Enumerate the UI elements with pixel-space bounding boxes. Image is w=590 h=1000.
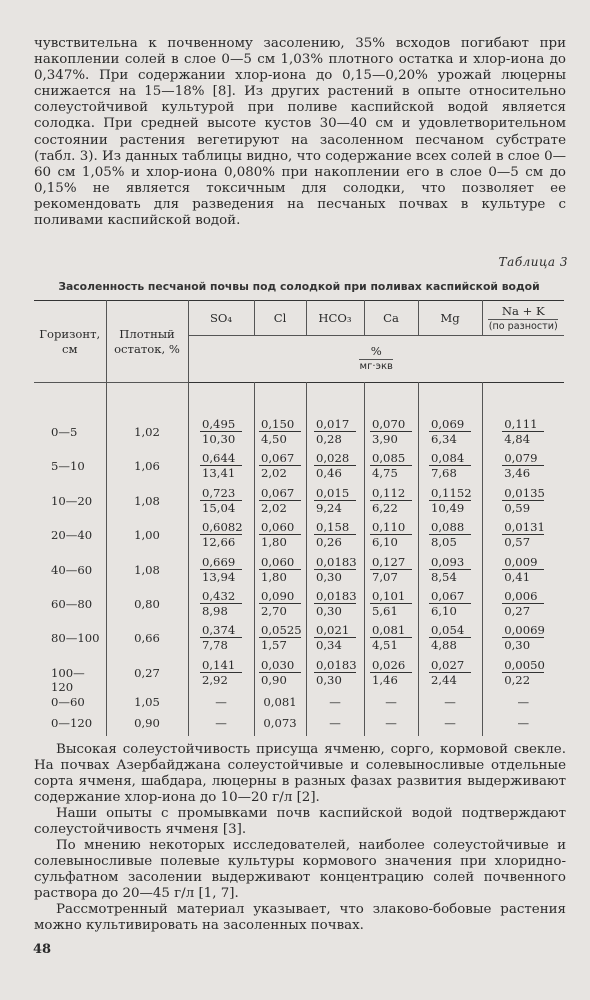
- so4-mg-equiv: 7,78: [202, 638, 228, 653]
- cl-mg-equiv: 1,80: [261, 535, 287, 550]
- mg-percent: 0,084: [429, 451, 471, 466]
- residue-cell: 0,27: [106, 657, 188, 694]
- ca-mg-equiv: 1,46: [372, 672, 398, 687]
- nak-mg-equiv: 0,57: [504, 535, 531, 550]
- cl-mg-equiv: 2,70: [261, 603, 287, 618]
- ca-mg-equiv: 3,90: [372, 432, 398, 446]
- mg-percent: 0,027: [429, 658, 471, 673]
- cl-mg-equiv: 1,57: [261, 638, 287, 653]
- ca-cell: —: [364, 715, 418, 736]
- mg-mg-equiv: 6,10: [431, 603, 457, 618]
- mg-cell: [418, 588, 482, 622]
- so4-cell: [188, 554, 254, 588]
- hco3-cell: [306, 622, 364, 656]
- so4-cell: —: [188, 694, 254, 715]
- hco3-percent: 0,0183: [316, 588, 357, 603]
- so4-mg-equiv: 10,30: [202, 432, 236, 446]
- horizon-cell: 5—10: [51, 459, 85, 474]
- mg-mg-equiv: 8,54: [431, 569, 457, 584]
- cl-mg-equiv: 2,02: [261, 466, 287, 481]
- cl-cell: [254, 588, 306, 622]
- cl-percent: 0,150: [259, 417, 301, 432]
- hco3-cell: —: [306, 694, 364, 715]
- so4-cell: [188, 588, 254, 622]
- page-number: 48: [33, 942, 52, 957]
- hco3-mg-equiv: 0,30: [316, 603, 342, 618]
- residue-cell: 1,05: [106, 694, 188, 715]
- table-row: [34, 622, 564, 656]
- total-row: [34, 715, 564, 736]
- cl-percent: 0,060: [259, 555, 301, 570]
- mg-percent: 0,088: [429, 520, 471, 535]
- ca-percent: 0,101: [370, 589, 412, 604]
- so4-percent: 0,374: [200, 623, 242, 638]
- nak-cell: [482, 622, 564, 656]
- header-residue: Плотный остаток, %: [106, 301, 188, 383]
- residue-cell: 0,90: [106, 715, 188, 736]
- mg-mg-equiv: 2,44: [431, 672, 457, 687]
- horizon-cell: 80—100: [51, 631, 100, 646]
- residue-cell: 0,66: [106, 622, 188, 656]
- so4-cell: —: [188, 715, 254, 736]
- so4-cell: [188, 622, 254, 656]
- hco3-cell: [306, 554, 364, 588]
- hco3-mg-equiv: 0,46: [316, 466, 342, 481]
- cl-mg-equiv: 1,80: [261, 569, 287, 584]
- header-ca: Ca: [364, 301, 418, 336]
- horizon-cell: 10—20: [51, 493, 93, 508]
- nak-percent: 0,0069: [504, 623, 545, 638]
- hco3-mg-equiv: 0,30: [316, 569, 342, 584]
- so4-cell: [188, 485, 254, 519]
- residue-cell: 1,08: [106, 554, 188, 588]
- nak-percent: 0,079: [502, 451, 544, 466]
- residue-cell: 1,00: [106, 519, 188, 553]
- mg-cell: [418, 554, 482, 588]
- ca-percent: 0,085: [370, 451, 412, 466]
- so4-cell: [188, 519, 254, 553]
- horizon-cell: 20—40: [51, 528, 93, 543]
- header-mg: Mg: [418, 301, 482, 336]
- ca-percent: 0,110: [370, 520, 412, 535]
- nak-cell: [482, 657, 564, 694]
- hco3-cell: [306, 485, 364, 519]
- cl-cell: [254, 622, 306, 656]
- mg-mg-equiv: 8,05: [431, 535, 457, 550]
- nak-cell: —: [482, 715, 564, 736]
- cl-percent: 0,090: [259, 589, 301, 604]
- cl-cell: 0,081: [254, 694, 306, 715]
- mg-cell: [418, 485, 482, 519]
- nak-mg-equiv: 0,41: [504, 569, 531, 584]
- mg-cell: [418, 450, 482, 484]
- ca-mg-equiv: 4,51: [372, 638, 398, 653]
- table-row: [34, 657, 564, 694]
- hco3-percent: 0,017: [314, 417, 356, 432]
- mg-mg-equiv: 6,34: [431, 432, 457, 446]
- hco3-percent: 0,028: [314, 451, 356, 466]
- so4-percent: 0,141: [200, 658, 242, 673]
- horizon-cell: 100—120: [51, 665, 85, 694]
- table-label: Таблица 3: [498, 255, 568, 269]
- nak-cell: [482, 519, 564, 553]
- hco3-cell: [306, 450, 364, 484]
- table-row: [34, 416, 564, 450]
- so4-percent: 0,723: [200, 486, 242, 501]
- nak-cell: [482, 416, 564, 450]
- hco3-percent: 0,0183: [316, 657, 357, 672]
- paragraph-experiments: Наши опыты с промывками почв каспийской водой подтверждают солеустойчивость ячменя [3].: [34, 806, 566, 838]
- total-row: [34, 694, 564, 715]
- cl-cell: [254, 416, 306, 450]
- so4-percent: 0,432: [200, 589, 242, 604]
- mg-percent: 0,093: [429, 555, 471, 570]
- so4-percent: 0,644: [200, 451, 242, 466]
- nak-mg-equiv: 0,22: [504, 672, 531, 687]
- cl-percent: 0,0525: [261, 623, 302, 638]
- mg-mg-equiv: 4,88: [431, 638, 457, 653]
- mg-percent: 0,054: [429, 623, 471, 638]
- nak-cell: [482, 450, 564, 484]
- so4-mg-equiv: 8,98: [202, 603, 228, 618]
- ca-cell: [364, 622, 418, 656]
- header-cl: Cl: [254, 301, 306, 336]
- horizon-cell: 0—60: [51, 694, 85, 709]
- so4-percent: 0,495: [200, 417, 242, 432]
- nak-percent: 0,006: [502, 589, 544, 604]
- table-row: [34, 450, 564, 484]
- mg-cell: [418, 657, 482, 694]
- paragraph-conclusion: Рассмотренный материал указывает, что злаково-бобовые растения можно культивировать на засоленных почвах.: [34, 902, 566, 934]
- ca-percent: 0,070: [370, 417, 412, 432]
- hco3-percent: 0,021: [314, 623, 356, 638]
- ca-mg-equiv: 5,61: [372, 603, 398, 618]
- so4-percent: 0,669: [200, 555, 242, 570]
- nak-percent: 0,111: [502, 417, 544, 432]
- residue-cell: 1,06: [106, 450, 188, 484]
- nak-mg-equiv: 0,27: [504, 603, 531, 618]
- ca-percent: 0,127: [370, 555, 412, 570]
- hco3-mg-equiv: 0,28: [316, 432, 342, 446]
- hco3-percent: 0,015: [314, 486, 356, 501]
- residue-cell: 1,08: [106, 485, 188, 519]
- ca-cell: —: [364, 694, 418, 715]
- ca-mg-equiv: 6,10: [372, 535, 398, 550]
- mg-percent: 0,069: [429, 417, 471, 432]
- paragraph-barley: Высокая солеустойчивость присуща ячменю, сорго, кормовой свекле. На почвах Азербайджана солеустойчивые и солевыносливые отдельные сорта ячменя, шабдара, люцерны в разных фазах развития выдерживают содержание хлор-иона до 10—20 г/л [2].: [34, 742, 566, 806]
- mg-cell: [418, 622, 482, 656]
- so4-mg-equiv: 13,94: [202, 569, 236, 584]
- ca-mg-equiv: 7,07: [372, 569, 398, 584]
- horizon-cell: 0—5: [51, 425, 78, 439]
- hco3-percent: 0,158: [314, 520, 356, 535]
- cl-percent: 0,067: [259, 486, 301, 501]
- cl-percent: 0,067: [259, 451, 301, 466]
- cl-mg-equiv: 0,90: [261, 672, 287, 687]
- so4-mg-equiv: 12,66: [202, 535, 236, 550]
- hco3-cell: [306, 416, 364, 450]
- table-row: [34, 519, 564, 553]
- nak-mg-equiv: 0,59: [504, 500, 531, 515]
- nak-mg-equiv: 0,30: [504, 638, 531, 653]
- hco3-mg-equiv: 9,24: [316, 500, 342, 515]
- hco3-mg-equiv: 0,30: [316, 672, 342, 687]
- header-so4: SO₄: [188, 301, 254, 336]
- horizon-cell: 60—80: [51, 596, 93, 611]
- ca-percent: 0,112: [370, 486, 412, 501]
- so4-cell: [188, 657, 254, 694]
- nak-percent: 0,0135: [504, 485, 545, 500]
- hco3-mg-equiv: 0,26: [316, 535, 342, 550]
- mg-mg-equiv: 10,49: [431, 500, 465, 515]
- ca-percent: 0,081: [370, 623, 412, 638]
- cl-cell: [254, 519, 306, 553]
- horizon-cell: 0—120: [51, 715, 93, 730]
- table-row: [34, 554, 564, 588]
- so4-cell: [188, 416, 254, 450]
- nak-mg-equiv: 3,46: [504, 466, 531, 481]
- nak-cell: —: [482, 694, 564, 715]
- table-row: [34, 588, 564, 622]
- ca-cell: [364, 416, 418, 450]
- residue-cell: 0,80: [106, 588, 188, 622]
- mg-percent: 0,067: [429, 589, 471, 604]
- hco3-cell: [306, 519, 364, 553]
- ca-cell: [364, 450, 418, 484]
- mg-cell: —: [418, 694, 482, 715]
- cl-mg-equiv: 2,02: [261, 500, 287, 515]
- nak-mg-equiv: 4,84: [504, 432, 531, 446]
- nak-cell: [482, 588, 564, 622]
- so4-mg-equiv: 2,92: [202, 672, 228, 687]
- hco3-cell: [306, 588, 364, 622]
- so4-mg-equiv: 15,04: [202, 500, 236, 515]
- header-horizon: Горизонт, см: [34, 301, 106, 383]
- hco3-cell: —: [306, 715, 364, 736]
- nak-cell: [482, 554, 564, 588]
- nak-percent: 0,009: [502, 555, 544, 570]
- ca-cell: [364, 588, 418, 622]
- so4-mg-equiv: 13,41: [202, 466, 236, 481]
- ca-cell: [364, 554, 418, 588]
- salinity-table: [34, 300, 564, 736]
- residue-cell: 1,02: [106, 416, 188, 450]
- ca-mg-equiv: 4,75: [372, 466, 398, 481]
- so4-percent: 0,6082: [202, 520, 243, 535]
- hco3-cell: [306, 657, 364, 694]
- cl-cell: [254, 485, 306, 519]
- so4-cell: [188, 450, 254, 484]
- cl-mg-equiv: 4,50: [261, 432, 287, 446]
- hco3-mg-equiv: 0,34: [316, 638, 342, 653]
- mg-mg-equiv: 7,68: [431, 466, 457, 481]
- header-hco3: HCO₃: [306, 301, 364, 336]
- mg-cell: [418, 519, 482, 553]
- mg-cell: —: [418, 715, 482, 736]
- ca-cell: [364, 519, 418, 553]
- cl-cell: 0,073: [254, 715, 306, 736]
- nak-percent: 0,0050: [504, 657, 545, 672]
- horizon-cell: 40—60: [51, 562, 93, 577]
- cl-cell: [254, 554, 306, 588]
- ca-cell: [364, 485, 418, 519]
- nak-percent: 0,0131: [504, 520, 545, 535]
- table-caption: Засоленность песчаной почвы под солодкой при поливах каспийской водой: [58, 280, 540, 293]
- header-nak: Na + K (по разности): [482, 301, 564, 336]
- ca-cell: [364, 657, 418, 694]
- cl-cell: [254, 657, 306, 694]
- paragraph-researchers: По мнению некоторых исследователей, наиболее солеустойчивые и солевыносливые полевые культуры кормового значения при хлоридно-сульфатном засолении выдерживают концентрацию солей почвенного раствора до 20—45 г/л [1, 7].: [34, 838, 566, 902]
- hco3-percent: 0,0183: [316, 554, 357, 569]
- cl-percent: 0,060: [259, 520, 301, 535]
- ca-percent: 0,026: [370, 658, 412, 673]
- ca-mg-equiv: 6,22: [372, 500, 398, 515]
- cl-percent: 0,030: [259, 658, 301, 673]
- header-unit: % мг·экв: [188, 336, 564, 383]
- nak-cell: [482, 485, 564, 519]
- table-row: [34, 485, 564, 519]
- cl-cell: [254, 450, 306, 484]
- mg-cell: [418, 416, 482, 450]
- intro-paragraph: чувствительна к почвенному засолению, 35% всходов погибают при накоплении солей в слое 0—5 см 1,03% плотного остатка и хлор-иона до 0,347%. При содержании хлор-иона до 0,15—0,20% урожай люцерны снижается на 15—18% [8]. Из других растений в опыте относительно солеустойчивой культурой при поливе каспийской водой является солодка. При средней высоте кустов 30—40 см и удовлетворительном состоянии растения вегетируют на засоленном песчаном субстрате (табл. 3). Из данных таблицы видно, что содержание всех солей в слое 0—60 см 1,05% и хлор-иона 0,080% при накоплении его в слое 0—5 см до 0,15% не является токсичным для солодки, что позволяет ее рекомендовать для разведения на песчаных почвах в культуре с поливами каспийской водой.: [34, 36, 566, 229]
- mg-percent: 0,1152: [431, 485, 472, 500]
